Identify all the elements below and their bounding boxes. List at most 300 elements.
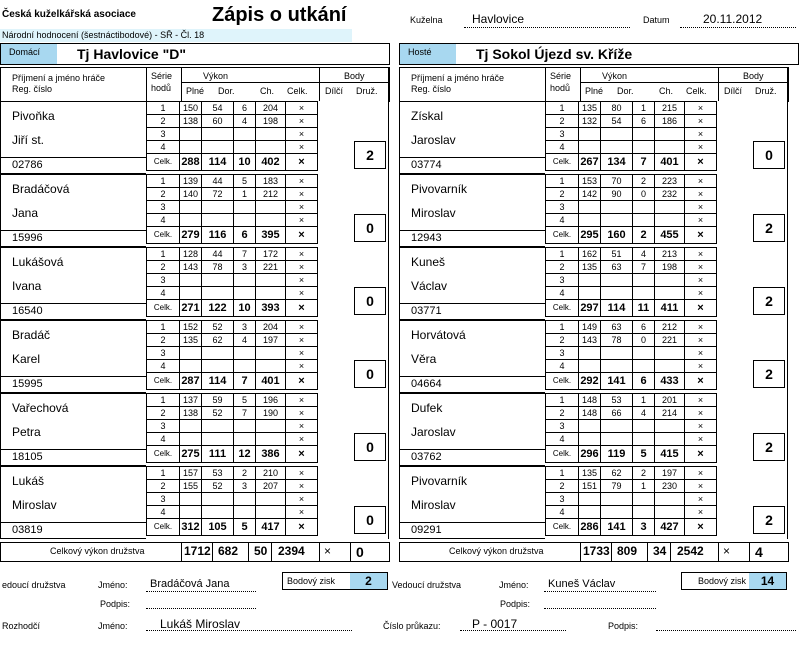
table-cell: 70: [601, 175, 633, 188]
table-cell: [579, 360, 601, 373]
away-player-firstname: Václav: [411, 279, 448, 293]
table-cell: [601, 201, 633, 214]
table-row: [147, 261, 318, 274]
table-cell: 1: [546, 321, 579, 334]
table-cell: 72: [202, 188, 234, 201]
total-cell: 114: [202, 154, 234, 171]
table-row: [147, 506, 318, 519]
table-cell: 197: [655, 467, 685, 480]
away-podpis2-label: Podpis:: [608, 621, 639, 631]
document-title: Zápis o utkání: [212, 4, 347, 26]
table-cell: [180, 287, 202, 300]
table-cell: [256, 433, 286, 446]
away-player-reg-sep: [399, 157, 545, 158]
table-cell: 3: [546, 274, 579, 287]
table-cell: ×: [286, 347, 318, 360]
home-col-reg: Reg. číslo: [12, 84, 53, 94]
table-cell: [256, 274, 286, 287]
table-row: [546, 467, 717, 480]
table-cell: 2: [546, 188, 579, 201]
home-total-value: 682: [218, 544, 239, 558]
total-cell: Celk.: [546, 519, 579, 536]
table-cell: 3: [147, 420, 180, 433]
table-cell: 2: [546, 480, 579, 493]
table-cell: 223: [655, 175, 685, 188]
away-player-points: 2: [753, 506, 785, 534]
table-cell: 3: [234, 261, 256, 274]
away-player-score-table: [545, 466, 717, 536]
home-col-celk: Celk.: [287, 86, 308, 96]
table-cell: 62: [202, 334, 234, 347]
away-player-surname: Kuneš: [411, 255, 446, 269]
table-cell: 52: [202, 480, 234, 493]
total-cell: 105: [202, 519, 234, 536]
total-cell: Celk.: [546, 446, 579, 463]
table-cell: [655, 506, 685, 519]
table-row: [147, 334, 318, 347]
table-row: [147, 467, 318, 480]
home-player-points: 0: [354, 433, 386, 461]
home-player-firstname: Miroslav: [12, 498, 57, 512]
table-cell: [633, 506, 655, 519]
total-cell: 415: [655, 446, 685, 463]
home-player-reg-sep: [0, 303, 146, 304]
away-total-sep: [749, 542, 750, 562]
table-cell: 214: [655, 407, 685, 420]
table-cell: [579, 214, 601, 227]
table-row: [546, 261, 717, 274]
home-player-surname: Pivoňka: [12, 109, 55, 123]
table-cell: ×: [286, 467, 318, 480]
table-row: [546, 201, 717, 214]
table-cell: ×: [685, 248, 717, 261]
table-cell: 1: [546, 175, 579, 188]
home-total-sep: [181, 542, 182, 562]
total-cell: 2: [633, 227, 655, 244]
total-row: [147, 373, 318, 390]
table-row: [546, 188, 717, 201]
table-cell: [579, 274, 601, 287]
home-player-points: 0: [354, 360, 386, 388]
away-col-ch: Ch.: [659, 86, 674, 96]
table-cell: 7: [234, 407, 256, 420]
home-player-score-table: [146, 466, 318, 536]
table-cell: 66: [601, 407, 633, 420]
table-cell: [180, 493, 202, 506]
home-player-reg: 02786: [12, 159, 43, 171]
total-cell: Celk.: [147, 373, 180, 390]
home-player-firstname: Jana: [12, 206, 39, 220]
total-row: [147, 154, 318, 171]
table-cell: 137: [180, 394, 202, 407]
away-col-name: Příjmení a jméno hráče: [411, 73, 505, 83]
table-cell: 2: [234, 467, 256, 480]
table-cell: [579, 141, 601, 154]
table-cell: [202, 433, 234, 446]
table-cell: ×: [685, 493, 717, 506]
table-cell: 2: [546, 261, 579, 274]
table-cell: 1: [546, 248, 579, 261]
table-cell: ×: [685, 321, 717, 334]
table-cell: [234, 506, 256, 519]
total-cell: 287: [180, 373, 202, 390]
total-row: [147, 227, 318, 244]
table-cell: 4: [546, 214, 579, 227]
table-row: [147, 248, 318, 261]
table-cell: [633, 201, 655, 214]
table-row: [546, 334, 717, 347]
away-player-reg: 04664: [411, 378, 442, 390]
total-cell: 141: [601, 519, 633, 536]
association-name: Česká kuželkářská asociace: [2, 9, 136, 20]
table-cell: [202, 141, 234, 154]
table-cell: 59: [202, 394, 234, 407]
table-cell: ×: [685, 347, 717, 360]
home-total-sep: [248, 542, 249, 562]
away-player-score-table: [545, 101, 717, 171]
table-cell: 210: [256, 467, 286, 480]
table-cell: [633, 347, 655, 360]
table-cell: ×: [685, 394, 717, 407]
table-cell: [579, 201, 601, 214]
home-right-edge: [388, 67, 389, 539]
table-row: [147, 433, 318, 446]
table-cell: 143: [180, 261, 202, 274]
table-cell: [633, 141, 655, 154]
away-right-edge: [787, 67, 788, 539]
total-cell: 417: [256, 519, 286, 536]
table-row: [546, 274, 717, 287]
total-cell: ×: [685, 373, 717, 390]
table-row: [546, 321, 717, 334]
total-cell: ×: [685, 227, 717, 244]
home-col-bsep: [319, 82, 388, 83]
table-cell: ×: [286, 493, 318, 506]
table-row: [546, 347, 717, 360]
rozhodci-name: Lukáš Miroslav: [160, 617, 241, 631]
table-cell: 2: [147, 480, 180, 493]
table-cell: [601, 506, 633, 519]
away-player-points: 2: [753, 433, 785, 461]
table-row: [546, 175, 717, 188]
table-cell: 2: [546, 407, 579, 420]
table-cell: 2: [147, 188, 180, 201]
away-col-plne: Plné: [585, 86, 604, 96]
home-player-surname: Bradáčová: [12, 182, 70, 196]
total-cell: 114: [601, 300, 633, 317]
total-cell: 279: [180, 227, 202, 244]
away-player-surname: Pivovarník: [411, 474, 468, 488]
table-row: [147, 214, 318, 227]
away-player-reg: 03774: [411, 159, 442, 171]
table-cell: 213: [655, 248, 685, 261]
table-cell: 3: [546, 347, 579, 360]
table-cell: 0: [633, 334, 655, 347]
table-cell: 198: [256, 115, 286, 128]
away-player-reg: 03771: [411, 305, 442, 317]
table-cell: 230: [655, 480, 685, 493]
total-cell: Celk.: [546, 300, 579, 317]
home-player-surname: Lukášová: [12, 255, 64, 269]
table-cell: 3: [147, 347, 180, 360]
table-cell: 6: [633, 115, 655, 128]
table-cell: ×: [685, 433, 717, 446]
table-cell: [601, 128, 633, 141]
table-cell: [655, 201, 685, 214]
table-cell: 162: [579, 248, 601, 261]
table-row: [546, 128, 717, 141]
away-total-sep: [718, 542, 719, 562]
table-cell: ×: [286, 261, 318, 274]
home-player-score-table: [146, 393, 318, 463]
table-cell: [579, 506, 601, 519]
table-cell: ×: [286, 420, 318, 433]
table-cell: 5: [234, 394, 256, 407]
total-cell: 402: [256, 154, 286, 171]
table-cell: [256, 214, 286, 227]
away-player-reg-sep: [399, 376, 545, 377]
home-player-reg-sep: [0, 522, 146, 523]
table-cell: [655, 360, 685, 373]
home-total-sep: [350, 542, 351, 562]
away-vedouci-underline: [544, 591, 656, 592]
table-cell: 0: [633, 188, 655, 201]
home-player-reg: 16540: [12, 305, 43, 317]
table-cell: [601, 274, 633, 287]
table-cell: 51: [601, 248, 633, 261]
total-cell: 401: [256, 373, 286, 390]
table-cell: ×: [685, 506, 717, 519]
table-cell: 2: [147, 334, 180, 347]
table-cell: ×: [286, 334, 318, 347]
away-label: Hosté: [400, 44, 456, 64]
table-cell: [202, 360, 234, 373]
home-player-points: 0: [354, 287, 386, 315]
table-cell: [655, 433, 685, 446]
table-cell: 3: [546, 128, 579, 141]
table-cell: [180, 274, 202, 287]
home-bodovy-zisk-box: [282, 572, 388, 590]
total-row: [546, 300, 717, 317]
total-cell: 160: [601, 227, 633, 244]
rozhodci-jmeno-label: Jméno:: [98, 621, 128, 631]
table-cell: [234, 141, 256, 154]
table-cell: 143: [579, 334, 601, 347]
home-player-score-table: [146, 320, 318, 390]
table-row: [147, 274, 318, 287]
home-player-reg-sep: [0, 230, 146, 231]
away-player-firstname: Věra: [411, 352, 437, 366]
table-row: [147, 407, 318, 420]
home-col-ch: Ch.: [260, 86, 275, 96]
home-total-label: Celkový výkon družstva: [50, 546, 145, 556]
table-cell: 2: [147, 407, 180, 420]
total-cell: 7: [633, 154, 655, 171]
home-label: Domácí: [1, 44, 57, 64]
table-row: [546, 480, 717, 493]
total-cell: ×: [685, 446, 717, 463]
away-col-druz: Druž.: [755, 86, 777, 96]
total-cell: 116: [202, 227, 234, 244]
away-col-dilci: Dílčí: [724, 86, 742, 96]
table-cell: ×: [685, 274, 717, 287]
table-cell: ×: [685, 287, 717, 300]
table-cell: ×: [286, 394, 318, 407]
away-podpis-underline: [544, 608, 656, 609]
home-total-sep: [212, 542, 213, 562]
table-cell: 6: [234, 102, 256, 115]
table-cell: 204: [256, 102, 286, 115]
home-vedouci-underline: [146, 591, 256, 592]
total-cell: 411: [655, 300, 685, 317]
away-player-points: 0: [753, 141, 785, 169]
table-cell: [256, 506, 286, 519]
away-player-score-table: [545, 320, 717, 390]
away-player-score-table: [545, 393, 717, 463]
away-player-points: 2: [753, 214, 785, 242]
total-cell: Celk.: [147, 519, 180, 536]
table-row: [147, 128, 318, 141]
away-total-label: Celkový výkon družstva: [449, 546, 544, 556]
away-col-sep1: [545, 67, 546, 101]
table-cell: 80: [601, 102, 633, 115]
total-cell: Celk.: [147, 300, 180, 317]
table-cell: [633, 493, 655, 506]
table-cell: [256, 128, 286, 141]
table-cell: [180, 360, 202, 373]
table-row: [147, 175, 318, 188]
total-cell: Celk.: [546, 373, 579, 390]
rozhodci-label: Rozhodčí: [2, 621, 41, 631]
table-cell: ×: [685, 420, 717, 433]
away-total-value: 2542: [677, 544, 704, 558]
table-row: [147, 480, 318, 493]
table-cell: [234, 274, 256, 287]
table-cell: [180, 506, 202, 519]
table-cell: [256, 347, 286, 360]
table-cell: 150: [180, 102, 202, 115]
total-row: [147, 446, 318, 463]
datum-label: Datum: [643, 15, 670, 25]
table-cell: 3: [147, 201, 180, 214]
cislo-prukazu-value: P - 0017: [472, 617, 518, 631]
table-cell: [180, 201, 202, 214]
table-cell: ×: [286, 248, 318, 261]
table-cell: 221: [256, 261, 286, 274]
away-bodovy-zisk-label: Bodový zisk: [698, 576, 747, 586]
rozhodci-underline: [146, 630, 352, 631]
datum-value: 20.11.2012: [703, 12, 763, 26]
table-cell: 53: [601, 394, 633, 407]
table-cell: ×: [286, 141, 318, 154]
table-cell: 4: [147, 214, 180, 227]
table-cell: [202, 347, 234, 360]
table-cell: 52: [202, 321, 234, 334]
away-bodovy-zisk-box: [681, 572, 787, 590]
total-cell: ×: [286, 300, 318, 317]
table-cell: [579, 287, 601, 300]
away-player-reg-sep: [399, 230, 545, 231]
away-total-sep: [580, 542, 581, 562]
table-cell: [601, 420, 633, 433]
total-cell: 3: [633, 519, 655, 536]
table-cell: 198: [655, 261, 685, 274]
table-cell: 78: [202, 261, 234, 274]
away-player-firstname: Jaroslav: [411, 425, 456, 439]
table-cell: 7: [633, 261, 655, 274]
total-row: [546, 373, 717, 390]
away-total-value: ×: [723, 544, 731, 558]
away-player-surname: Pivovarník: [411, 182, 468, 196]
table-cell: 135: [579, 102, 601, 115]
total-cell: ×: [286, 154, 318, 171]
table-cell: 52: [202, 407, 234, 420]
table-cell: 153: [579, 175, 601, 188]
table-cell: [256, 141, 286, 154]
table-cell: [234, 201, 256, 214]
table-cell: [633, 287, 655, 300]
table-cell: 135: [579, 467, 601, 480]
table-cell: ×: [685, 115, 717, 128]
away-total-value: 1733: [583, 544, 610, 558]
table-cell: ×: [286, 102, 318, 115]
home-total-sep: [319, 542, 320, 562]
total-cell: 455: [655, 227, 685, 244]
table-cell: [202, 128, 234, 141]
away-player-points: 2: [753, 287, 785, 315]
table-cell: 142: [579, 188, 601, 201]
table-cell: [633, 360, 655, 373]
away-player-firstname: Jaroslav: [411, 133, 456, 147]
table-cell: 148: [579, 407, 601, 420]
table-cell: 157: [180, 467, 202, 480]
home-player-firstname: Petra: [12, 425, 41, 439]
total-cell: Celk.: [546, 154, 579, 171]
table-cell: ×: [685, 128, 717, 141]
table-cell: ×: [685, 261, 717, 274]
table-cell: ×: [286, 480, 318, 493]
table-cell: ×: [286, 274, 318, 287]
home-vedouci-name: Bradáčová Jana: [150, 578, 230, 590]
table-cell: [601, 287, 633, 300]
home-col-body: Body: [344, 71, 365, 81]
table-cell: 4: [234, 115, 256, 128]
total-row: [546, 227, 717, 244]
table-cell: 3: [546, 420, 579, 433]
home-podpis-underline: [146, 608, 256, 609]
away-podpis-label: Podpis:: [500, 599, 531, 609]
away-player-surname: Horvátová: [411, 328, 466, 342]
table-cell: ×: [286, 360, 318, 373]
total-row: [546, 446, 717, 463]
away-col-sep3: [718, 67, 719, 101]
total-row: [147, 519, 318, 536]
table-cell: [655, 141, 685, 154]
away-col-hodu: hodů: [550, 83, 571, 93]
table-row: [147, 287, 318, 300]
table-cell: 1: [147, 175, 180, 188]
table-cell: 1: [633, 394, 655, 407]
table-cell: [202, 506, 234, 519]
table-cell: 172: [256, 248, 286, 261]
table-row: [546, 102, 717, 115]
home-player-surname: Bradáč: [12, 328, 51, 342]
home-col-sep3: [319, 67, 320, 101]
total-cell: 427: [655, 519, 685, 536]
table-cell: ×: [685, 214, 717, 227]
table-cell: ×: [286, 287, 318, 300]
kuzelna-label: Kuželna: [410, 15, 443, 25]
